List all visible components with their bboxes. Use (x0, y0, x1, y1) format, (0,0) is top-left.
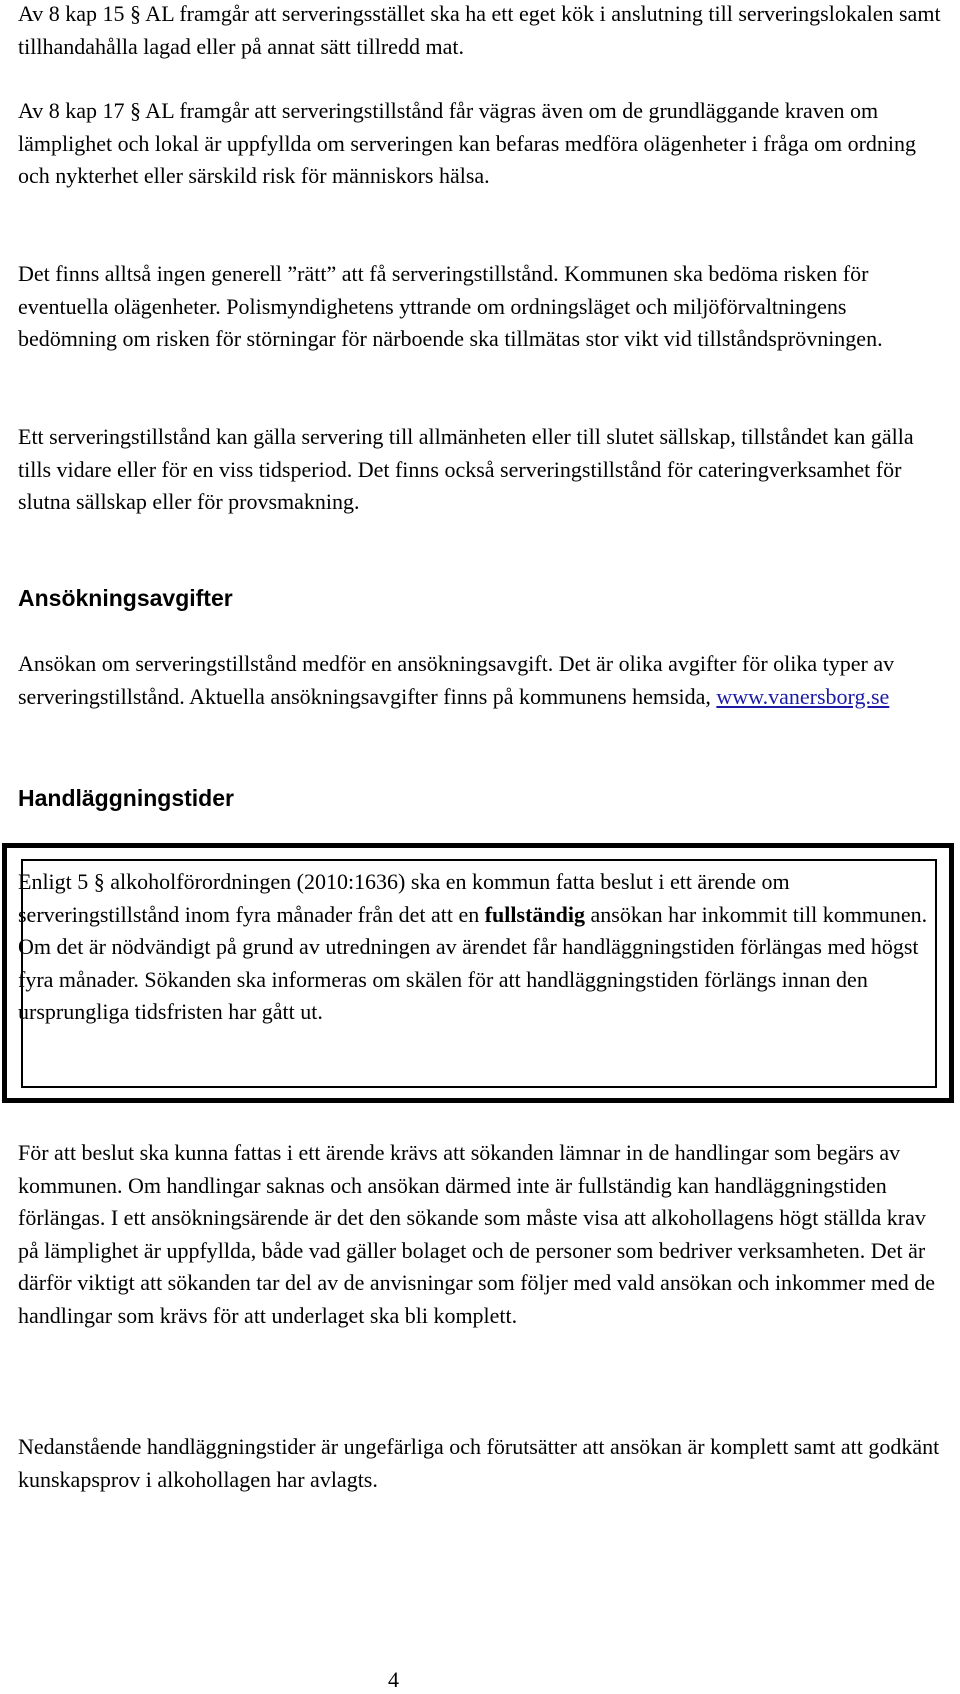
paragraph-no-general-right: Det finns alltså ingen generell ”rätt” att få serveringstillstånd. Kommunen ska bedöma risken för eventuella olägenheter. Polismyndighetens yttrande om ordningsläget och miljöförvaltningens bedömning om risken för störningar för närboende ska tillmätas stor vikt vid tillståndsprövningen. (18, 261, 883, 351)
paragraph-required-documents: För att beslut ska kunna fattas i ett ärende krävs att sökanden lämnar in de handlingar som begärs av kommunen. Om handlingar saknas och ansökan därmed inte är fullständig kan handläggningstiden förlängas. I ett ansökningsärende är det den sökande som måste visa att alkohollagens högt ställda krav på lämplighet är uppfyllda, både vad gäller bolaget och de personer som bedriver verksamheten. Det är därför viktigt att sökanden tar del av de anvisningar som följer med vald ansökan och inkommer med de handlingar som krävs för att underlaget ska bli komplett. (18, 1140, 936, 1328)
notice-text-after: ansökan har inkommit till kommunen. Om det är nödvändigt på grund av utredningen av ärendet får handläggningstiden förlängas med högst fyra månader. Sökanden ska informeras om skälen för att handläggningstiden förlängs innan den ursprungliga tidsfristen har gått ut. (18, 901, 928, 1024)
notice-text-before: Enligt 5 § alkoholförordningen (2010:1636) ska en kommun fatta beslut i ett ärende om serveringstillstånd inom fyra månader från det att en (18, 869, 790, 927)
paragraph-kitchen-requirement: Av 8 kap 15 § AL framgår att serveringsstället ska ha ett eget kök i anslutning till serveringslokalen samt tillhandahålla lagad eller på annat sätt tillredd mat. (18, 1, 941, 59)
paragraph-refusal-grounds: Av 8 kap 17 § AL framgår att serveringstillstånd får vägras även om de grundläggande kraven om lämplighet och lokal är uppfyllda om serveringen kan befaras medföra olägenheter i fråga om ordning och nykterhet eller särskild risk för människors hälsa. (18, 98, 917, 188)
municipality-website-link[interactable]: www.vanersborg.se (716, 683, 890, 709)
framed-notice-text (18, 866, 928, 1029)
fees-text: Ansökan om serveringstillstånd medför en ansökningsavgift. Det är olika avgifter för olika typer av serveringstillstånd. Aktuella ansökningsavgifter finns på kommunens hemsida, (18, 651, 895, 709)
notice-bold-word: fullständig (484, 901, 585, 927)
page-number: 4 (388, 1667, 399, 1692)
paragraph-application-fees (18, 648, 948, 713)
heading-application-fees: Ansökningsavgifter (18, 585, 233, 611)
paragraph-approximate-times: Nedanstående handläggningstider är ungefärliga och förutsätter att ansökan är komplett samt att godkänt kunskapsprov i alkohollagen har avlagts. (18, 1434, 940, 1492)
paragraph-permit-types: Ett serveringstillstånd kan gälla servering till allmänheten eller till slutet sällskap, tillståndet kan gälla tills vidare eller för en viss tidsperiod. Det finns också serveringstillstånd för cateringverksamhet för slutna sällskap eller för provsmakning. (18, 424, 914, 514)
heading-processing-times: Handläggningstider (18, 785, 234, 811)
